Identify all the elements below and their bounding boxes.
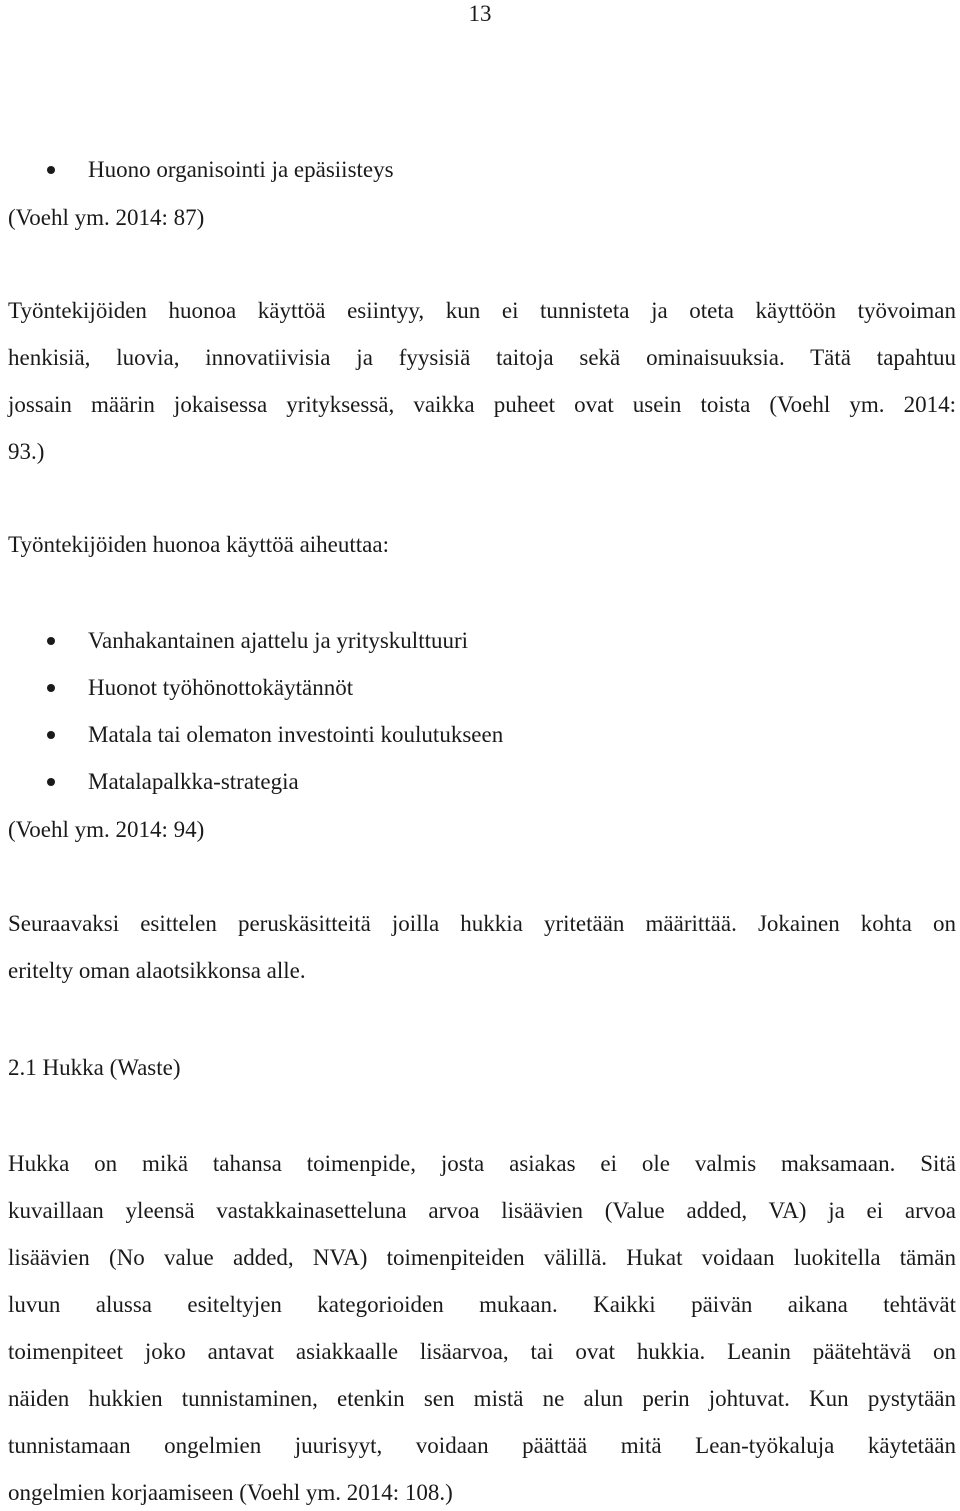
list-item-text: Huono organisointi ja epäsiisteys [88,157,394,182]
paragraph-line: Hukka on mikä tahansa toimenpide, josta asiakas ei ole valmis maksamaan. Sitä [8,1151,956,1176]
citation: (Voehl ym. 2014: 94) [8,817,205,842]
list-item-text: Matala tai olematon investointi koulutukseen [88,722,504,747]
paragraph-line: tunnistamaan ongelmien juurisyyt, voidaan päättää mitä Lean-työkaluja käytetään [8,1433,956,1458]
paragraph-line: Seuraavaksi esittelen peruskäsitteitä joilla hukkia yritetään määrittää. Jokainen kohta on [8,911,956,936]
list-item-text: Matalapalkka-strategia [88,769,299,794]
citation: (Voehl ym. 2014: 87) [8,205,205,230]
page-number: 13 [468,1,492,26]
list-intro: Työntekijöiden huonoa käyttöä aiheuttaa: [8,532,389,557]
paragraph-line: näiden hukkien tunnistaminen, etenkin sen mistä ne alun perin johtuvat. Kun pystytään [8,1386,956,1411]
bullet-icon [47,637,55,645]
bullet-icon [47,166,55,174]
paragraph-line: Työntekijöiden huonoa käyttöä esiintyy, kun ei tunnisteta ja oteta käyttöön työvoiman [8,298,956,323]
bullet-icon [47,778,55,786]
bullet-icon [47,731,55,739]
section-heading: 2.1 Hukka (Waste) [8,1055,181,1080]
paragraph-line: jossain määrin jokaisessa yrityksessä, vaikka puheet ovat usein toista (Voehl ym. 2014: [8,392,956,417]
paragraph-line: ongelmien korjaamiseen (Voehl ym. 2014: 108.) [8,1480,453,1505]
paragraph-line: toimenpiteet joko antavat asiakkaalle lisäarvoa, tai ovat hukkia. Leanin päätehtävä on [8,1339,956,1364]
list-item-text: Huonot työhönottokäytännöt [88,675,354,700]
list-item-text: Vanhakantainen ajattelu ja yrityskulttuuri [88,628,469,653]
paragraph-line: lisäävien (No value added, NVA) toimenpiteiden välillä. Hukat voidaan luokitella tämän [8,1245,956,1270]
paragraph-line: 93.) [8,439,45,464]
paragraph-line: eritelty oman alaotsikkonsa alle. [8,958,306,983]
paragraph-line: kuvaillaan yleensä vastakkainasetteluna arvoa lisäävien (Value added, VA) ja ei arvoa [8,1198,956,1223]
paragraph-line: henkisiä, luovia, innovatiivisia ja fyysisiä taitoja sekä ominaisuuksia. Tätä tapahtuu [8,345,956,370]
bullet-icon [47,684,55,692]
paragraph-line: luvun alussa esiteltyjen kategorioiden mukaan. Kaikki päivän aikana tehtävät [8,1292,956,1317]
